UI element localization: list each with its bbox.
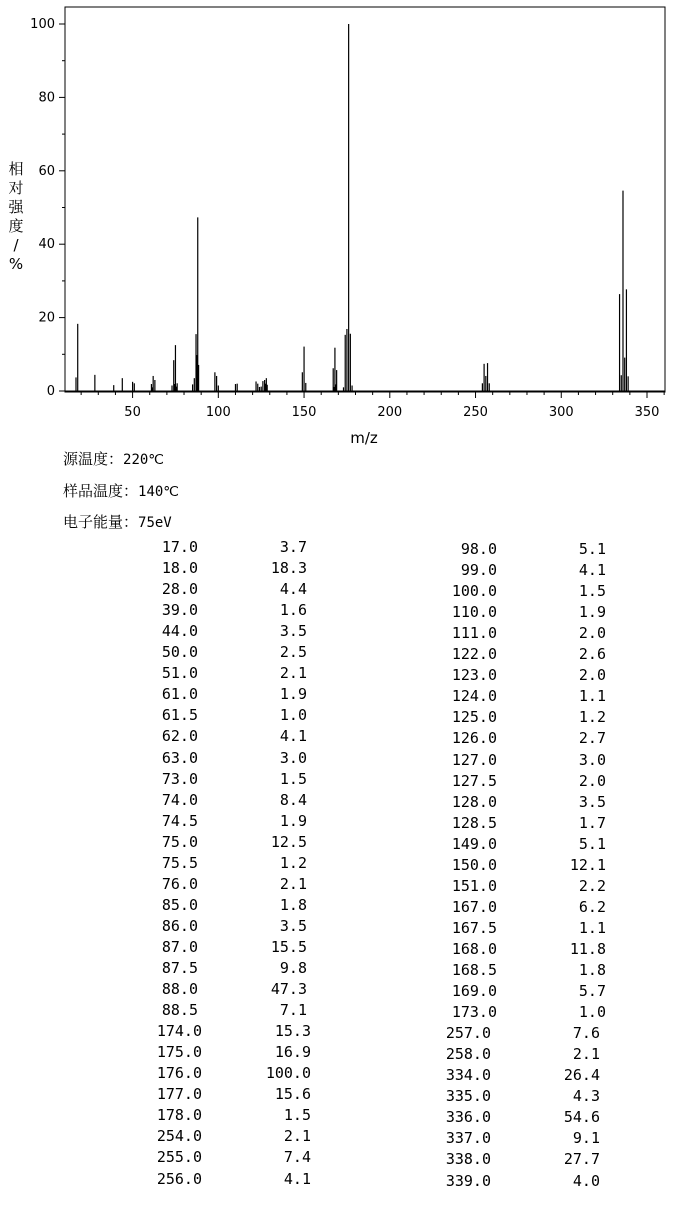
- peak-mz: 99.0: [460, 561, 497, 580]
- peak-intensity: 2.1: [283, 1127, 311, 1146]
- peak-mz: 127.5: [451, 771, 497, 790]
- peak-mz: 88.0: [161, 980, 198, 999]
- peak-mz: 338.0: [445, 1150, 491, 1169]
- peak-intensity: 3.5: [279, 916, 307, 935]
- peak-mz: 151.0: [451, 876, 497, 895]
- peak-intensity: 4.1: [578, 561, 606, 580]
- electron-energy: [63, 511, 172, 532]
- peak-mz: 61.5: [161, 706, 198, 725]
- y-axis-title-char: 相: [8, 160, 24, 178]
- peak-intensity: 5.1: [578, 834, 606, 853]
- peak-intensity: 11.8: [569, 939, 606, 958]
- peak-mz: 87.0: [161, 937, 198, 956]
- peak-mz: 51.0: [161, 664, 198, 683]
- peak-intensity: 2.1: [279, 664, 307, 683]
- peak-intensity: 47.3: [270, 980, 307, 999]
- peak-mz: 18.0: [161, 559, 198, 578]
- peak-mz: 150.0: [451, 855, 497, 874]
- peak-intensity: 2.0: [578, 624, 606, 643]
- peak-intensity: 7.4: [283, 1148, 311, 1167]
- peak-intensity: 4.1: [283, 1169, 311, 1188]
- peak-bars: [65, 24, 665, 391]
- peak-intensity: 8.4: [279, 790, 307, 809]
- peak-mz: 123.0: [451, 666, 497, 685]
- sample-temperature: [63, 480, 179, 501]
- x-tick-label: 250: [463, 405, 488, 420]
- peak-intensity: 12.5: [270, 832, 307, 851]
- x-tick-label: 300: [548, 405, 574, 420]
- peak-mz: 85.0: [161, 895, 198, 914]
- peak-mz: 168.0: [451, 939, 497, 958]
- peak-intensity: 1.5: [279, 769, 307, 788]
- peak-mz: 256.0: [156, 1169, 202, 1188]
- peak-intensity: 2.6: [578, 645, 606, 664]
- peak-intensity: 2.1: [572, 1045, 600, 1064]
- peak-intensity: 1.2: [279, 853, 307, 872]
- peak-mz: 100.0: [451, 582, 497, 601]
- peak-intensity: 5.1: [578, 540, 606, 558]
- peak-mz: 39.0: [161, 601, 198, 620]
- peak-mz: 258.0: [445, 1045, 491, 1064]
- peak-mz: 168.5: [451, 961, 497, 979]
- peak-intensity: 3.5: [578, 792, 606, 811]
- peak-mz: 128.0: [451, 792, 497, 811]
- peak-intensity: 1.0: [279, 706, 307, 725]
- peak-mz: 334.0: [445, 1066, 491, 1085]
- peak-intensity: 7.6: [572, 1024, 600, 1043]
- peak-intensity: 3.5: [279, 622, 307, 641]
- condition-value: 140℃: [138, 484, 180, 500]
- plot-frame: [65, 7, 665, 392]
- peak-mz: 75.0: [161, 832, 198, 851]
- peak-mz: 257.0: [445, 1024, 491, 1043]
- peak-intensity: 1.2: [578, 708, 606, 727]
- peak-intensity: 2.5: [279, 643, 307, 662]
- peak-mz: 336.0: [445, 1108, 491, 1127]
- peak-intensity: 15.3: [274, 1022, 311, 1041]
- peak-mz: 61.0: [161, 685, 198, 704]
- condition-label: 样品温度：: [63, 482, 139, 500]
- condition-value: 75eV: [138, 515, 172, 531]
- peak-intensity: 1.5: [283, 1106, 311, 1125]
- peak-intensity: 1.0: [578, 1003, 606, 1022]
- peak-mz: 75.5: [161, 853, 198, 872]
- peak-intensity: 1.9: [279, 811, 307, 830]
- peak-intensity: 5.7: [578, 982, 606, 1001]
- peak-mz: 167.0: [451, 897, 497, 916]
- peak-intensity: 4.4: [279, 580, 307, 599]
- peak-intensity: 3.7: [279, 538, 307, 556]
- y-tick-label: 100: [30, 17, 55, 32]
- peak-mz: 124.0: [451, 687, 497, 706]
- peak-intensity: 26.4: [563, 1066, 600, 1085]
- peak-intensity: 1.8: [279, 895, 307, 914]
- peak-mz: 339.0: [445, 1171, 491, 1190]
- y-axis-title-char: 度: [8, 217, 24, 235]
- peak-mz: 17.0: [161, 538, 198, 556]
- peak-intensity: 1.9: [279, 685, 307, 704]
- peak-intensity: 2.0: [578, 771, 606, 790]
- peak-intensity: 4.0: [572, 1171, 600, 1190]
- y-axis-title-char: %: [8, 255, 24, 273]
- peak-mz: 126.0: [451, 729, 497, 748]
- peak-mz: 177.0: [156, 1085, 202, 1104]
- peak-mz: 74.0: [161, 790, 198, 809]
- peak-intensity: 100.0: [265, 1064, 311, 1083]
- peak-mz: 254.0: [156, 1127, 202, 1146]
- x-tick-label: 200: [377, 405, 403, 420]
- mass-spectrum-chart: [0, 0, 680, 450]
- y-tick-label: 80: [38, 90, 55, 106]
- peak-intensity: 1.5: [578, 582, 606, 601]
- peak-intensity: 1.6: [279, 601, 307, 620]
- peak-mz: 50.0: [161, 643, 198, 662]
- peak-intensity: 3.0: [279, 748, 307, 767]
- peak-intensity: 9.1: [572, 1129, 600, 1148]
- peak-intensity: 7.1: [279, 1001, 307, 1020]
- peak-mz: 176.0: [156, 1064, 202, 1083]
- peak-intensity: 12.1: [569, 855, 606, 874]
- peak-intensity: 1.1: [578, 918, 606, 937]
- peak-mz: 86.0: [161, 916, 198, 935]
- peak-mz: 335.0: [445, 1087, 491, 1106]
- peak-mz: 28.0: [161, 580, 198, 599]
- peak-mz: 122.0: [451, 645, 497, 664]
- peak-intensity: 16.9: [274, 1043, 311, 1062]
- peak-intensity: 1.8: [578, 961, 606, 979]
- peak-intensity: 54.6: [563, 1108, 600, 1127]
- y-axis-title-char: 强: [8, 198, 24, 216]
- peak-mz: 127.0: [451, 750, 497, 769]
- peak-intensity: 9.8: [279, 959, 307, 977]
- y-tick-label: 0: [46, 384, 55, 399]
- y-tick-label: 20: [38, 310, 55, 326]
- peak-intensity: 3.0: [578, 750, 606, 769]
- peak-mz: 63.0: [161, 748, 198, 767]
- peak-intensity: 15.6: [274, 1085, 311, 1104]
- peak-mz: 255.0: [156, 1148, 202, 1167]
- y-axis-title: [6, 160, 26, 274]
- peak-mz: 178.0: [156, 1106, 202, 1125]
- peak-mz: 44.0: [161, 622, 198, 641]
- x-tick-label: 350: [634, 405, 660, 420]
- peak-mz: 149.0: [451, 834, 497, 853]
- peak-intensity: 2.0: [578, 666, 606, 685]
- peak-intensity: 27.7: [563, 1150, 600, 1169]
- peak-mz: 76.0: [161, 874, 198, 893]
- peak-intensity: 2.2: [578, 876, 606, 895]
- condition-value: 220℃: [123, 452, 165, 468]
- y-axis-title-char: /: [13, 236, 19, 254]
- peak-mz: 169.0: [451, 982, 497, 1001]
- peak-mz: 62.0: [161, 727, 198, 746]
- peak-mz: 175.0: [156, 1043, 202, 1062]
- y-tick-label: 40: [38, 237, 55, 253]
- x-tick-label: 50: [124, 405, 141, 420]
- y-axis-title-char: 对: [8, 179, 24, 197]
- peak-mz: 73.0: [161, 769, 198, 788]
- peak-intensity: 2.7: [578, 729, 606, 748]
- x-tick-label: 150: [291, 405, 317, 420]
- x-axis-title: m/z: [350, 429, 378, 447]
- peak-intensity: 18.3: [270, 559, 307, 578]
- peak-intensity: 1.1: [578, 687, 606, 706]
- condition-label: 源温度：: [63, 450, 124, 468]
- peak-mz: 173.0: [451, 1003, 497, 1022]
- peak-intensity: 4.1: [279, 727, 307, 746]
- source-temperature: [63, 448, 164, 469]
- peak-mz: 110.0: [451, 603, 497, 622]
- peak-mz: 87.5: [161, 959, 198, 977]
- peak-intensity: 6.2: [578, 897, 606, 916]
- peak-mz: 88.5: [161, 1001, 198, 1020]
- peak-intensity: 1.7: [578, 813, 606, 832]
- y-tick-label: 60: [38, 163, 55, 179]
- peak-mz: 125.0: [451, 708, 497, 727]
- peak-intensity: 15.5: [270, 937, 307, 956]
- x-tick-label: 100: [205, 405, 231, 420]
- peak-mz: 337.0: [445, 1129, 491, 1148]
- peak-mz: 167.5: [451, 918, 497, 937]
- peak-mz: 98.0: [460, 540, 497, 558]
- peak-intensity: 1.9: [578, 603, 606, 622]
- peak-mz: 74.5: [161, 811, 198, 830]
- peak-intensity: 4.3: [572, 1087, 600, 1106]
- peak-mz: 174.0: [156, 1022, 202, 1041]
- peak-mz: 111.0: [451, 624, 497, 643]
- condition-label: 电子能量：: [63, 513, 139, 531]
- peak-mz: 128.5: [451, 813, 497, 832]
- peak-intensity: 2.1: [279, 874, 307, 893]
